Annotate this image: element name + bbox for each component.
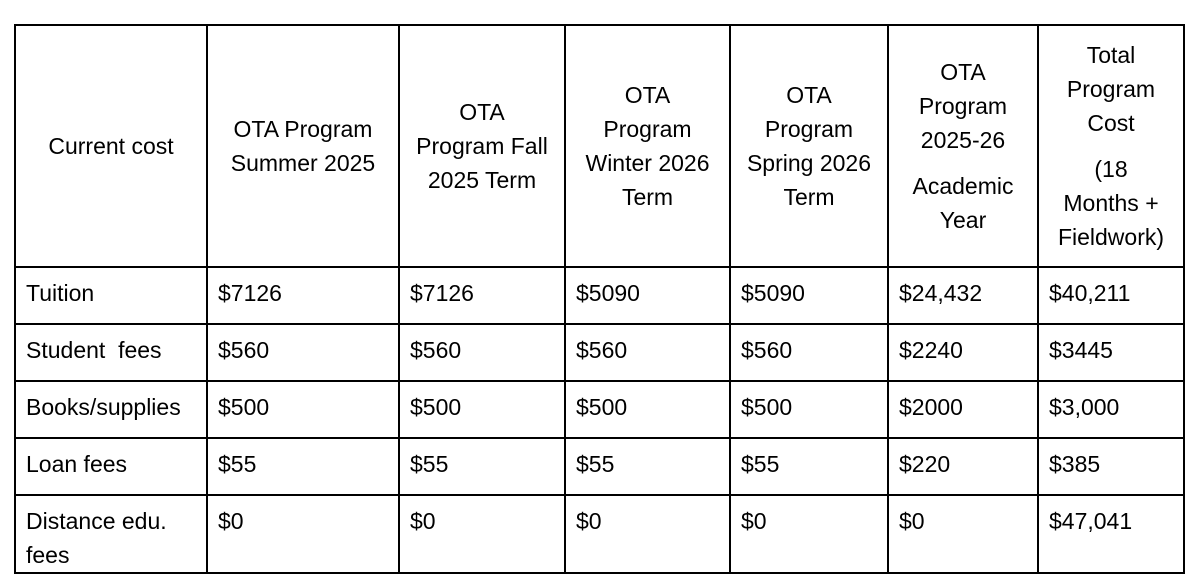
header-academic-year — [888, 25, 1038, 267]
table-cell: $2000 — [888, 381, 1038, 438]
header-line: (18 — [1094, 156, 1128, 182]
table-cell: $500 — [565, 381, 730, 438]
header-spacer — [1045, 140, 1177, 152]
header-spacer — [895, 157, 1031, 169]
header-line: OTA — [459, 99, 505, 125]
table-cell: $47,041 — [1038, 495, 1184, 573]
header-spring-2026 — [730, 25, 888, 267]
table-cell: $0 — [399, 495, 565, 573]
header-line: OTA — [786, 82, 832, 108]
row-label: Books/supplies — [15, 381, 207, 438]
table-cell: $500 — [730, 381, 888, 438]
table-cell: $55 — [399, 438, 565, 495]
table-row-tuition — [15, 267, 1184, 324]
row-label: Loan fees — [15, 438, 207, 495]
table-cell: $560 — [565, 324, 730, 381]
header-line: Term — [783, 184, 835, 210]
table-cell: $55 — [207, 438, 399, 495]
table-cell: $385 — [1038, 438, 1184, 495]
table-cell: $0 — [565, 495, 730, 573]
header-line: Summer 2025 — [230, 150, 376, 176]
header-line: Spring 2026 — [746, 150, 872, 176]
header-row — [15, 25, 1184, 267]
row-label: Distance edu. fees — [15, 495, 207, 573]
header-line: Months + — [1063, 190, 1159, 216]
table-cell: $0 — [207, 495, 399, 573]
table-cell: $500 — [399, 381, 565, 438]
header-line: Program — [603, 116, 692, 142]
table-cell: $7126 — [207, 267, 399, 324]
cost-table — [14, 24, 1185, 574]
header-line: Year — [939, 207, 987, 233]
header-line: Program Fall — [416, 133, 548, 159]
table-cell: $0 — [888, 495, 1038, 573]
header-fall-2025 — [399, 25, 565, 267]
header-total-program-cost — [1038, 25, 1184, 267]
header-line: 2025-26 — [920, 127, 1006, 153]
table-cell: $2240 — [888, 324, 1038, 381]
header-line: Total — [1086, 42, 1136, 68]
table-cell: $7126 — [399, 267, 565, 324]
header-line: Academic — [912, 173, 1014, 199]
row-label: Student fees — [15, 324, 207, 381]
table-cell: $3,000 — [1038, 381, 1184, 438]
header-line: 2025 Term — [427, 167, 537, 193]
table-cell: $40,211 — [1038, 267, 1184, 324]
header-line: Program — [1066, 76, 1156, 102]
table-row-student-fees — [15, 324, 1184, 381]
header-line: Fieldwork) — [1057, 224, 1165, 250]
header-winter-2026 — [565, 25, 730, 267]
table-cell: $55 — [565, 438, 730, 495]
header-line: Winter 2026 — [585, 150, 710, 176]
header-current-cost — [15, 25, 207, 267]
header-line: Term — [621, 184, 674, 210]
table-cell: $55 — [730, 438, 888, 495]
table-cell: $24,432 — [888, 267, 1038, 324]
header-line: Program — [764, 116, 854, 142]
header-line: Cost — [1087, 110, 1135, 136]
header-line: OTA — [940, 59, 986, 85]
table-cell: $500 — [207, 381, 399, 438]
table-row-distance-edu-fees — [15, 495, 1184, 573]
table-row-books-supplies — [15, 381, 1184, 438]
header-line: OTA Program — [233, 116, 373, 142]
table-cell: $560 — [730, 324, 888, 381]
table-cell: $560 — [207, 324, 399, 381]
table-cell: $0 — [730, 495, 888, 573]
header-summer-2025 — [207, 25, 399, 267]
header-line: Program — [918, 93, 1008, 119]
header-line: Current cost — [48, 133, 174, 159]
table-cell: $220 — [888, 438, 1038, 495]
header-line: OTA — [624, 82, 671, 108]
row-label: Tuition — [15, 267, 207, 324]
table-cell: $5090 — [730, 267, 888, 324]
table-row-loan-fees — [15, 438, 1184, 495]
table-cell: $560 — [399, 324, 565, 381]
table-cell: $5090 — [565, 267, 730, 324]
table-cell: $3445 — [1038, 324, 1184, 381]
